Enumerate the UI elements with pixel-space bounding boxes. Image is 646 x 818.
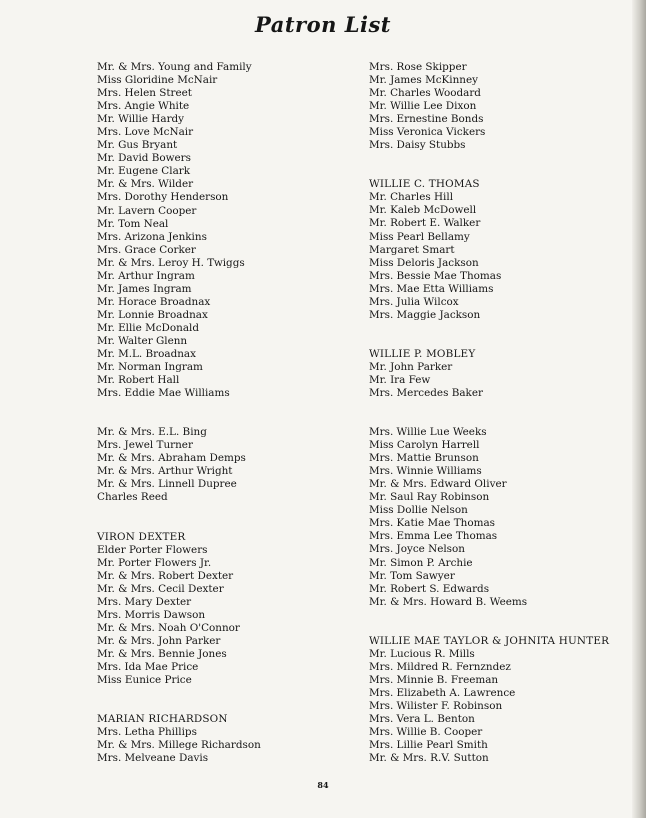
- patron-name: Mr. & Mrs. R.V. Sutton: [369, 752, 489, 765]
- patron-name: Mr. Lavern Cooper: [97, 204, 197, 217]
- patron-name: Mrs. Mae Etta Williams: [369, 282, 494, 295]
- patron-name: Mr. Lonnie Broadnax: [97, 308, 208, 321]
- patron-name: Mrs. Emma Lee Thomas: [369, 530, 498, 543]
- patron-name: Mr. Tom Neal: [97, 217, 169, 230]
- patron-name: Mr. & Mrs. Young and Family: [97, 61, 252, 73]
- patron-name: Miss Carolyn Harrell: [369, 439, 480, 452]
- patron-group: [97, 61, 357, 400]
- patron-name: Mrs. Mary Dexter: [97, 595, 192, 608]
- patron-name: Mr. & Mrs. Linnell Dupree: [97, 478, 237, 491]
- patron-name: Mr. Walter Glenn: [97, 334, 188, 347]
- patron-name: Mrs. Bessie Mae Thomas: [369, 269, 502, 282]
- patron-name: Mrs. Katie Mae Thomas: [369, 517, 495, 530]
- patron-name: Mrs. Wilister F. Robinson: [369, 699, 503, 712]
- patron-name: Mr. Lucious R. Mills: [369, 647, 475, 660]
- patron-name: Mr. & Mrs. Wilder: [97, 178, 194, 191]
- patron-name: Mr. & Mrs. Robert Dexter: [97, 569, 234, 582]
- patron-name: Mr. Robert S. Edwards: [369, 582, 490, 595]
- patron-name: Mrs. Eddie Mae Williams: [97, 387, 230, 400]
- patron-name: Mrs. Letha Phillips: [97, 726, 197, 739]
- patron-name: Miss Eunice Price: [97, 674, 192, 687]
- patron-name: Mr. & Mrs. Noah O'Connor: [97, 621, 240, 634]
- patron-name: Mrs. Winnie Williams: [369, 465, 482, 478]
- patron-name: Mr. Arthur Ingram: [97, 269, 195, 282]
- group-heading: WILLIE MAE TAYLOR & JOHNITA HUNTER: [369, 634, 610, 647]
- patron-name: Mrs. Elizabeth A. Lawrence: [369, 686, 516, 699]
- patron-name: Mr. & Mrs. Bennie Jones: [97, 647, 227, 660]
- patron-name: Mrs. Jewel Turner: [97, 439, 193, 452]
- patron-name: Mrs. Mattie Brunson: [369, 452, 479, 465]
- patron-name: Mr. Robert Hall: [97, 374, 180, 387]
- patron-name: Mrs. Angie White: [97, 100, 190, 113]
- patron-name: Miss Deloris Jackson: [369, 256, 479, 269]
- patron-name: Mr. Ellie McDonald: [97, 321, 199, 334]
- patron-group: [369, 61, 639, 152]
- patron-name: Mr. Tom Sawyer: [369, 569, 455, 582]
- group-spacer: [97, 687, 357, 713]
- patron-name: Mr. Willie Lee Dixon: [369, 100, 477, 113]
- group-spacer: [369, 400, 639, 426]
- patron-name: Mrs. Melveane Davis: [97, 752, 209, 765]
- group-heading: WILLIE C. THOMAS: [369, 178, 480, 191]
- patron-group: [97, 531, 357, 688]
- patron-name: Mr. Gus Bryant: [97, 139, 178, 152]
- patron-name: Mrs. Ernestine Bonds: [369, 113, 484, 126]
- patron-name: Mrs. Love McNair: [97, 126, 194, 139]
- patron-name: Mr. Saul Ray Robinson: [369, 491, 490, 504]
- group-spacer: [369, 609, 639, 635]
- patron-name: Mrs. Morris Dawson: [97, 608, 206, 621]
- left-column: [97, 61, 357, 765]
- patron-name: Mrs. Maggie Jackson: [369, 308, 481, 321]
- patron-name: Mrs. Rose Skipper: [369, 61, 467, 73]
- patron-name: Mr. Charles Woodard: [369, 87, 481, 100]
- patron-name: Mr. Charles Hill: [369, 191, 454, 204]
- patron-name: Mrs. Mercedes Baker: [369, 386, 483, 399]
- patron-name: Margaret Smart: [369, 243, 455, 256]
- patron-name: Mr. Eugene Clark: [97, 165, 191, 178]
- patron-name: Mr. M.L. Broadnax: [97, 348, 196, 361]
- patron-name: Mrs. Mildred R. Fernzndez: [369, 660, 511, 673]
- patron-name: Mr. & Mrs. John Parker: [97, 634, 221, 647]
- patron-name: Mrs. Ida Mae Price: [97, 660, 199, 673]
- patron-name: Mr. & Mrs. Cecil Dexter: [97, 582, 224, 595]
- patron-group: [97, 426, 357, 504]
- group-spacer: [97, 400, 357, 426]
- patron-name: Mr. & Mrs. E.L. Bing: [97, 426, 207, 439]
- patron-name: Mr. James McKinney: [369, 74, 479, 87]
- patron-name: Mrs. Arizona Jenkins: [97, 230, 207, 243]
- patron-name: Miss Dollie Nelson: [369, 504, 468, 517]
- patron-name: Mr. David Bowers: [97, 152, 191, 165]
- patron-name: Mr. Kaleb McDowell: [369, 204, 477, 217]
- group-heading: VIRON DEXTER: [97, 530, 186, 543]
- patron-name: Mrs. Willie B. Cooper: [369, 726, 483, 739]
- patron-name: Mr. Porter Flowers Jr.: [97, 556, 212, 569]
- page-number: 84: [317, 780, 329, 790]
- patron-group: [97, 713, 357, 765]
- patron-name: Miss Pearl Bellamy: [369, 230, 470, 243]
- patron-name: Mrs. Grace Corker: [97, 243, 196, 256]
- patron-name: Mr. Willie Hardy: [97, 113, 185, 126]
- patron-name: Mr. & Mrs. Howard B. Weems: [369, 595, 528, 608]
- patron-name: Mr. & Mrs. Millege Richardson: [97, 739, 261, 752]
- patron-name: Mr. & Mrs. Abraham Demps: [97, 452, 246, 465]
- patron-name: Mrs. Lillie Pearl Smith: [369, 739, 488, 752]
- group-spacer: [97, 505, 357, 531]
- patron-name: Mr. Norman Ingram: [97, 361, 203, 374]
- patron-group: [369, 178, 639, 322]
- patron-name: Mr. & Mrs. Arthur Wright: [97, 465, 233, 478]
- patron-name: Mr. John Parker: [369, 360, 453, 373]
- patron-name: Mrs. Minnie B. Freeman: [369, 673, 499, 686]
- group-heading: WILLIE P. MOBLEY: [369, 347, 476, 360]
- patron-name: Mrs. Willie Lue Weeks: [369, 426, 487, 439]
- patron-name: Mr. & Mrs. Edward Oliver: [369, 478, 507, 491]
- patron-name: Mrs. Dorothy Henderson: [97, 191, 229, 204]
- patron-name: Mrs. Vera L. Benton: [369, 712, 475, 725]
- group-heading: MARIAN RICHARDSON: [97, 713, 228, 726]
- patron-name: Miss Gloridine McNair: [97, 74, 218, 87]
- patron-name: Mr. Ira Few: [369, 373, 431, 386]
- patron-name: Mr. James Ingram: [97, 282, 192, 295]
- patron-name: Mrs. Helen Street: [97, 87, 192, 100]
- group-spacer: [369, 152, 639, 178]
- patron-name: Mr. & Mrs. Leroy H. Twiggs: [97, 256, 245, 269]
- patron-group: [369, 348, 639, 400]
- patron-name: Miss Veronica Vickers: [369, 126, 486, 139]
- patron-group: [369, 426, 639, 609]
- patron-name: Mrs. Daisy Stubbs: [369, 139, 466, 152]
- patron-name: Mrs. Julia Wilcox: [369, 295, 459, 308]
- patron-name: Mr. Robert E. Walker: [369, 217, 481, 230]
- patron-name: Mrs. Joyce Nelson: [369, 543, 465, 556]
- patron-name: Mr. Simon P. Archie: [369, 556, 473, 569]
- patron-name: Charles Reed: [97, 491, 168, 504]
- patron-name: Mr. Horace Broadnax: [97, 295, 211, 308]
- page-title: Patron List: [255, 12, 391, 37]
- group-spacer: [369, 322, 639, 348]
- patron-group: [369, 635, 639, 765]
- patron-name: Elder Porter Flowers: [97, 543, 208, 556]
- right-column: [369, 61, 639, 765]
